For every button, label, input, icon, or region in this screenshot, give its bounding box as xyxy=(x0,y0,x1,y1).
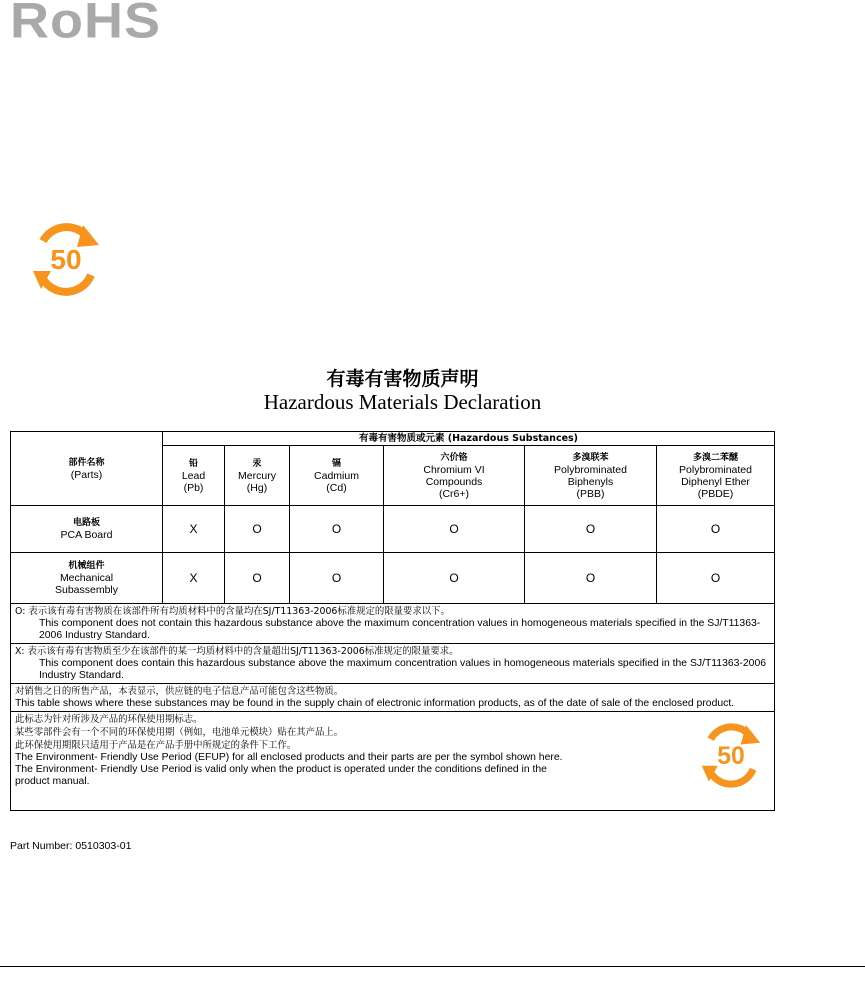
value-cell: O xyxy=(525,506,657,553)
note-x-row xyxy=(11,644,775,684)
table-row xyxy=(11,506,775,553)
efup-50-icon xyxy=(700,718,762,794)
note-efup-en: The Environment- Friendly Use Period (EFUP) for all enclosed products and their parts are per the symbol shown here. The Environment- Friendly Use Period is valid only when the product is operated under the conditions defined in the product manual. xyxy=(15,752,563,787)
value-cell: O xyxy=(525,553,657,604)
note-efup-zh-1: 此标志为针对所涉及产品的环保使用期标志。 xyxy=(15,714,203,725)
value-cell: O xyxy=(657,553,775,604)
substance-column-cadmium: 镉 Cadmium (Cd) xyxy=(290,446,384,506)
note-efup-row xyxy=(11,712,775,811)
value-cell: O xyxy=(290,506,384,553)
efup-number: 50 xyxy=(717,742,745,770)
substances-header: 有毒有害物质或元素 (Hazardous Substances) xyxy=(163,432,775,446)
hazardous-substances-table xyxy=(10,431,775,811)
table-row xyxy=(11,553,775,604)
value-cell: O xyxy=(290,553,384,604)
declaration-title-en: Hazardous Materials Declaration xyxy=(263,390,542,414)
substance-column-pbde: 多溴二苯醚 Polybrominated Diphenyl Ether (PBDE) xyxy=(657,446,775,506)
substance-column-chromium: 六价铬 Chromium VI Compounds (Cr6+) xyxy=(384,446,525,506)
note-sale-en: This table shows where these substances may be found in the supply chain of electronic information products, as of the date of sale of the enclosed product. xyxy=(15,698,735,709)
efup-50-icon xyxy=(31,217,101,303)
note-sale-zh: 对销售之日的所售产品，本表显示，供应链的电子信息产品可能包含这些物质。 xyxy=(15,686,344,697)
substance-column-mercury: 汞 Mercury (Hg) xyxy=(225,446,290,506)
efup-number: 50 xyxy=(50,244,82,275)
parts-header-cell xyxy=(11,432,163,506)
footer-divider xyxy=(0,966,865,967)
value-cell: O xyxy=(384,553,525,604)
part-name-cell: 机械组件 Mechanical Subassembly xyxy=(11,553,163,604)
value-cell: O xyxy=(225,553,290,604)
note-efup-zh-3: 此环保使用期限只适用于产品是在产品手册中所规定的条件下工作。 xyxy=(15,740,297,751)
value-cell: X xyxy=(163,553,225,604)
value-cell: O xyxy=(657,506,775,553)
note-o-zh: O: 表示该有毒有害物质在该部件所有均质材料中的含量均在SJ/T11363-2006标准规定的限量要求以下。 xyxy=(15,606,450,617)
note-efup-zh-2: 某些零部件会有一个不同的环保使用期（例如，电池单元模块）贴在其产品上。 xyxy=(15,727,344,738)
note-o-row xyxy=(11,604,775,644)
note-sale-row xyxy=(11,684,775,712)
rohs-logo: RoHS xyxy=(10,0,161,49)
value-cell: X xyxy=(163,506,225,553)
substance-column-pbb: 多溴联苯 Polybrominated Biphenyls (PBB) xyxy=(525,446,657,506)
part-name-cell: 电路板 PCA Board xyxy=(11,506,163,553)
parts-header-zh: 部件名称 xyxy=(68,457,105,468)
substance-column-lead: 铅 Lead (Pb) xyxy=(163,446,225,506)
note-x-zh: X: 表示该有毒有害物质至少在该部件的某一均质材料中的含量超出SJ/T11363-2006标准规定的限量要求。 xyxy=(15,646,459,657)
value-cell: O xyxy=(225,506,290,553)
parts-header-en: (Parts) xyxy=(70,468,103,481)
note-x-en: This component does contain this hazardous substance above the maximum concentration values in homogeneous materials specified in the SJ/T11363-2006 Industry Standard. xyxy=(39,658,766,681)
part-number: Part Number: 0510303-01 xyxy=(10,840,132,852)
value-cell: O xyxy=(384,506,525,553)
note-o-en: This component does not contain this hazardous substance above the maximum concentration values in homogeneous materials specified in the SJ/T11363-2006 Industry Standard. xyxy=(39,618,761,641)
declaration-title-zh: 有毒有害物质声明 xyxy=(326,368,479,390)
